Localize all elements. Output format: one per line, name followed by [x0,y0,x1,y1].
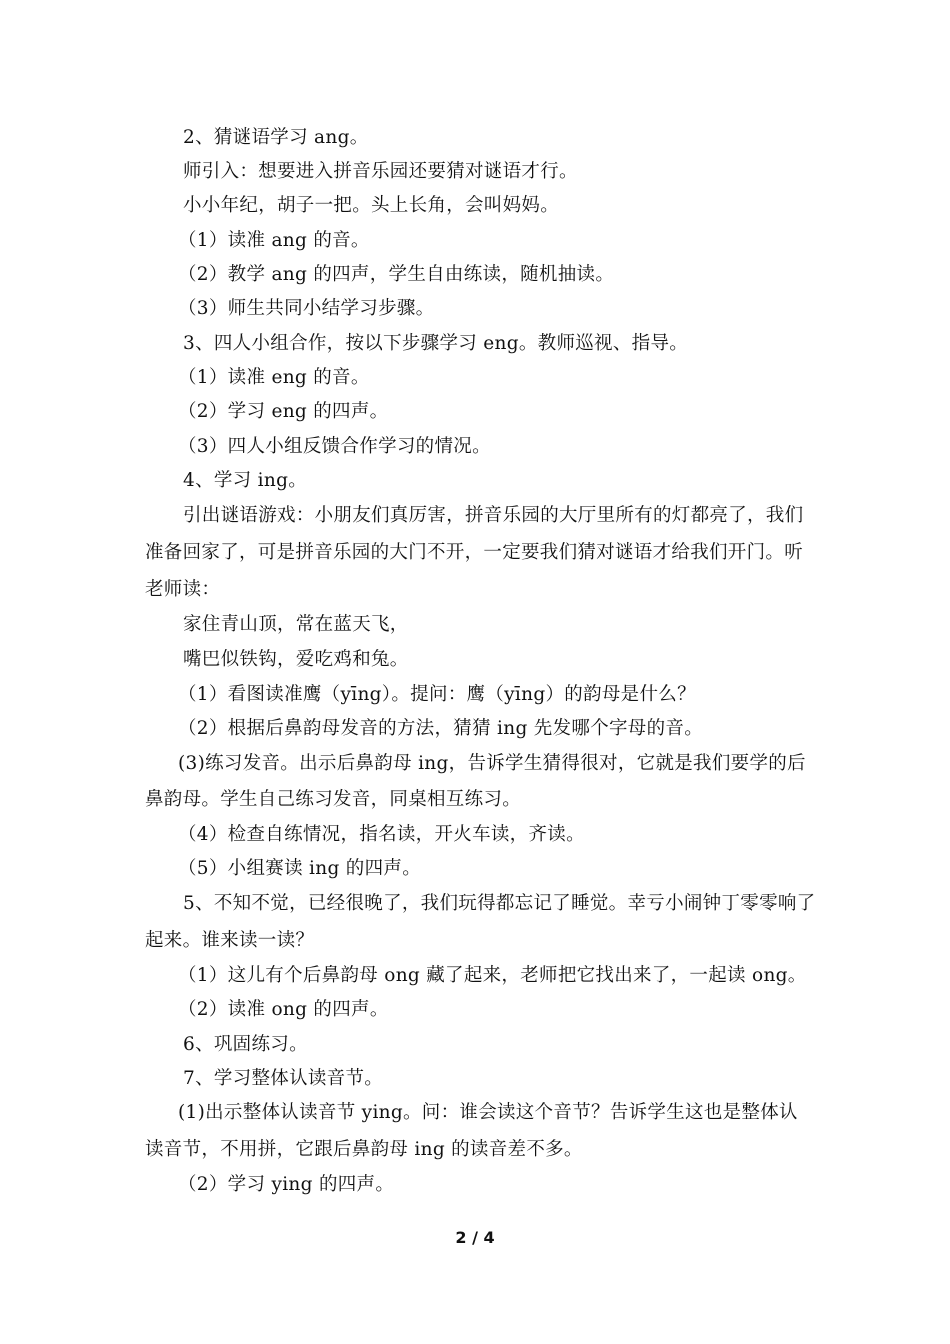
text-line: 鼻韵母。学生自己练习发音，同桌相互练习。 [145,789,522,810]
text-line: （2）读准 ong 的四声。 [178,999,389,1020]
text-line: （1）看图读准鹰（yīng）。提问：鹰（yīng）的韵母是什么？ [178,684,696,705]
text-line: 5、不知不觉，已经很晚了，我们玩得都忘记了睡觉。幸亏小闹钟丁零零响了 [183,893,816,914]
text-line: 师引入：想要进入拼音乐园还要猜对谜语才行。 [183,161,578,182]
text-line: 7、学习整体认读音节。 [183,1068,384,1089]
text-line: （1）读准 eng 的音。 [178,367,370,388]
text-line: 准备回家了，可是拼音乐园的大门不开，一定要我们猜对谜语才给我们开门。听 [145,542,804,563]
text-line: (1)出示整体认读音节 ying。问：谁会读这个音节？告诉学生这也是整体认 [178,1102,798,1123]
text-line: （2）学习 eng 的四声。 [178,401,389,422]
text-line: （4）检查自练情况，指名读，开火车读，齐读。 [178,824,585,845]
text-line: （5）小组赛读 ing 的四声。 [178,858,422,879]
text-line: （2）教学 ang 的四声，学生自由练读，随机抽读。 [178,264,615,285]
text-line: 4、学习 ing。 [183,470,308,491]
text-line: 小小年纪，胡子一把。头上长角，会叫妈妈。 [183,195,560,216]
text-line: 起来。谁来读一读？ [145,930,315,951]
text-line: 家住青山顶，常在蓝天飞， [183,614,409,635]
text-line: 老师读： [145,579,221,600]
page-number: 2 / 4 [455,1228,495,1247]
text-line: （2）学习 ying 的四声。 [178,1174,395,1195]
text-line: （1）这儿有个后鼻韵母 ong 藏了起来，老师把它找出来了，一起读 ong。 [178,965,807,986]
text-line: 3、四人小组合作，按以下步骤学习 eng。教师巡视、指导。 [183,333,689,354]
text-line: 读音节，不用拼，它跟后鼻韵母 ing 的读音差不多。 [145,1139,583,1160]
text-line: 嘴巴似铁钩，爱吃鸡和兔。 [183,649,409,670]
text-line: 引出谜语游戏：小朋友们真厉害，拼音乐园的大厅里所有的灯都亮了，我们 [183,505,804,526]
text-line: （2）根据后鼻韵母发音的方法，猜猜 ing 先发哪个字母的音。 [178,718,704,739]
text-line: （3）师生共同小结学习步骤。 [178,298,435,319]
text-line: （1）读准 ang 的音。 [178,230,370,251]
text-line: 6、巩固练习。 [183,1034,308,1055]
text-line: (3)练习发音。出示后鼻韵母 ing，告诉学生猜得很对，它就是我们要学的后 [178,753,806,774]
text-line: 2、猜谜语学习 ang。 [183,127,369,148]
text-line: （3）四人小组反馈合作学习的情况。 [178,436,491,457]
